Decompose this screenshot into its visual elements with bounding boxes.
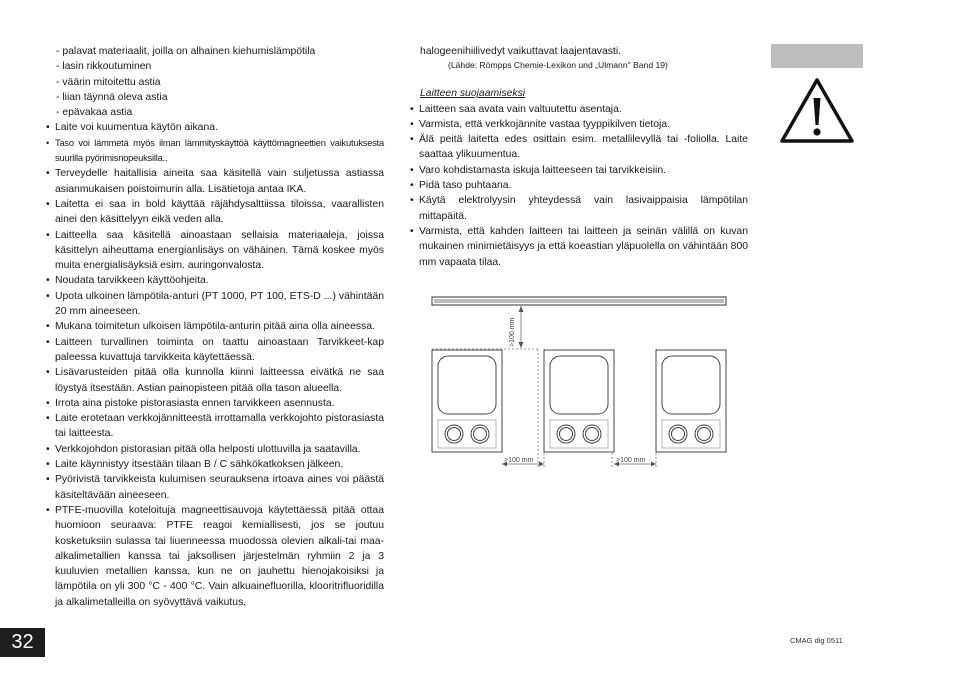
top-gap-label: >100 mm: [509, 317, 516, 347]
right-gap-label: >100 mm: [616, 457, 646, 464]
safety-bullet: • Laitteen turvallinen toiminta on taattu ainoastaan Tarvikkeet-kap paleessa kuvattuja tarvikkeita käytettäessä.: [46, 335, 384, 366]
protection-bullet: • Laitteen saa avata vain valtuutettu asentaja.: [410, 102, 748, 117]
device-unit: [656, 350, 726, 452]
source-citation: (Lähde: Römpps Chemie-Lexikon und „Ulmann" Band 19): [448, 60, 668, 71]
safety-bullet: • Lisävarusteiden pitää olla kunnolla kiinni laitteessa eivätkä ne saa löystyä itsestään. Astian painopisteen pitää olla tason alueella.: [46, 365, 384, 396]
device-unit: [432, 350, 502, 452]
safety-bullet: • Noudata tarvikkeen käyttöohjeita.: [46, 273, 384, 288]
safety-bullet: • Verkkojohdon pistorasian pitää olla helposti ulottuvilla ja saatavilla.: [46, 442, 384, 457]
footer-code: CMAG dig 0511: [790, 636, 843, 645]
safety-bullet: • Laitteella saa käsitellä ainoastaan sellaisia materiaaleja, joissa käsittelyn aiheuttama energianlisäys on vähäinen. Tämä koskee myös muita energialisäyksiä esim. auringonvalosta.: [46, 228, 384, 274]
hazard-list-item: - lasin rikkoutuminen: [56, 61, 152, 73]
safety-bullet: • Upota ulkoinen lämpötila-anturi (PT 1000, PT 100, ETS-D ...) vähintään 20 mm aineeseen.: [46, 289, 384, 320]
safety-bullet: • Laite voi kuumentua käytön aikana.: [46, 120, 384, 135]
hazard-list-item: - palavat materiaalit, joilla on alhainen kiehumislämpötila: [56, 46, 316, 57]
left-column: [46, 44, 384, 610]
hazard-list-item: - liian täynnä oleva astia: [56, 91, 168, 103]
page-number: 32: [0, 628, 45, 657]
left-gap-label: >100 mm: [504, 457, 534, 464]
safety-bullet: • Terveydelle haitallisia aineita saa käsitellä vain suljetussa astiassa asianmukaisen poistoimurin alla. Lisätietoja antaa IKA.: [46, 166, 384, 197]
protection-bullet: • Varmista, että kahden laitteen tai laitteen ja seinän välillä on kuvan mukainen minimietäisyys ja että koeastian yläpuolella on vähintään 800 mm vapaata tilaa.: [410, 224, 748, 270]
hazard-list-item: - epävakaa astia: [56, 107, 133, 119]
protection-bullet: • Varo kohdistamasta iskuja laitteeseen tai tarvikkeisiin.: [410, 163, 748, 178]
protection-bullet: • Pidä taso puhtaana.: [410, 178, 748, 193]
intro-text: halogeenihiilivedyt vaikuttavat laajentavasti.: [420, 46, 622, 57]
safety-bullet: • Laitetta ei saa in bold käyttää räjähdysalttiissa tiloissa, vaarallisten ainei den käsittelyyn eikä veden alla.: [46, 197, 384, 228]
clearance-diagram: [426, 292, 732, 472]
hazard-list-item: - väärin mitoitettu astia: [56, 76, 161, 88]
protection-bullet: • Älä peitä laitetta edes osittain esim. metallilevyllä tai -foliolla. Laite saattaa ylikuumentua.: [410, 132, 748, 163]
device-unit: [544, 350, 614, 452]
protection-bullet: • Varmista, että verkkojännite vastaa tyyppikilven tietoja.: [410, 117, 748, 132]
safety-bullet: • Pyörivistä tarvikkeista kulumisen seurauksena irtoava aines voi päästä käsiteltävään aineeseen.: [46, 472, 384, 503]
safety-bullet: • Irrota aina pistoke pistorasiasta ennen tarvikkeen asennusta.: [46, 396, 384, 411]
safety-bullet: • Mukana toimitetun ulkoisen lämpötila-anturin pitää aina olla aineessa.: [46, 319, 384, 334]
protection-bullet: • Käytä elektrolyysin yhteydessä vain lasivaippaisia lämpötilan mittapäitä.: [410, 193, 748, 224]
middle-column: [410, 44, 748, 270]
safety-bullet: • Laite käynnistyy itsestään tilaan B / C sähkökatkoksen jälkeen.: [46, 457, 384, 472]
warning-triangle-icon: [779, 76, 855, 144]
protection-list: [410, 102, 748, 270]
section-heading: Laitteen suojaamiseksi: [420, 88, 526, 100]
safety-bullet: • Laite erotetaan verkkojännitteestä irrottamalla verkkojohto pistorasiasta tai laitteesta.: [46, 411, 384, 442]
safety-bullet: • Taso voi lämmetä myös ilman lämmityskäyttöä käyttömagneettien vaikutuksesta suurilla pyörimisnopeuksilla..: [46, 136, 384, 167]
safety-bullet: • PTFE-muovilla koteloituja magneettisauvoja käytettäessä pitää ottaa huomioon seuraava: PTFE reagoi kemiallisesti, jos se joutuu kosketuksiin sulassa tai liuenneessa muodossa olevien alkali-tai maa-alkalimetallien kanssa tai jaksollisen järjestelmän ryhmiin 2 ja 3 kuuluvien metallien kanssa, kun ne on jauhettu hienojakoisiksi ja lämpötila on yli 300 °C - 400 °C. Vain alkuainefluorilla, klooritrifluoridilla ja alkalimetalleilla on syövyttävä vaikutus,: [46, 503, 384, 610]
header-gray-box: [771, 44, 863, 68]
